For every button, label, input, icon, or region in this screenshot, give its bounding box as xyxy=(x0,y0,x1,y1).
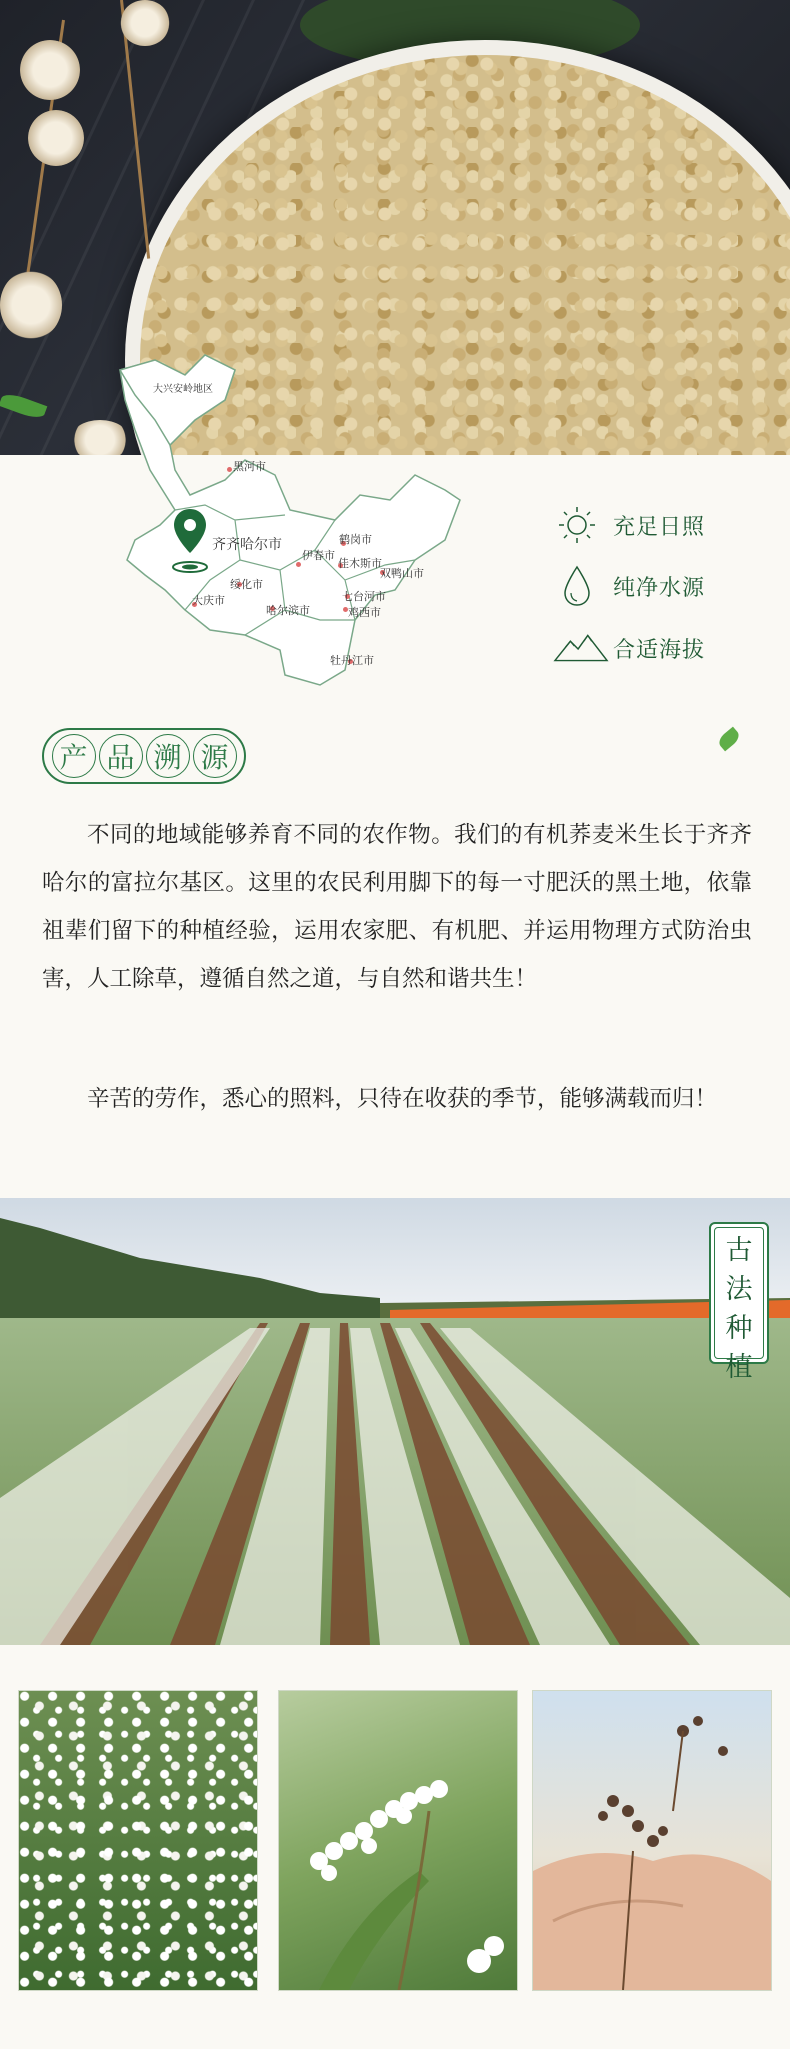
title-char: 源 xyxy=(193,734,237,778)
feature-label: 合适海拔 xyxy=(613,637,706,663)
badge-char: 法 xyxy=(725,1274,753,1305)
heilongjiang-map xyxy=(115,350,470,695)
map-pin-icon xyxy=(170,507,210,575)
title-char: 溯 xyxy=(146,734,190,778)
story-paragraph-1: 不同的地域能够养育不同的农作物。我们的有机荞麦米生长于齐齐哈尔的富拉尔基区。这里的农民利用脚下的每一寸肥沃的黑土地，依靠祖辈们留下的种植经验，运用农家肥、有机肥、并运用物理方式防治虫害，人工除草，遵循自然之道，与自然和谐共生！ xyxy=(42,822,752,992)
map-label-city: 黑河市 xyxy=(233,460,266,473)
sun-icon xyxy=(553,505,601,545)
feature-altitude xyxy=(553,628,705,668)
feature-label: 纯净水源 xyxy=(613,575,706,601)
map-label-city: 鹤岗市 xyxy=(339,533,372,546)
feature-label: 充足日照 xyxy=(613,514,706,540)
map-label-city: 哈尔滨市 xyxy=(266,604,310,617)
photo-buckwheat-seeds-in-hand xyxy=(532,1690,772,1991)
buckwheat-field-photo xyxy=(0,1198,790,1645)
photo-buckwheat-flower-closeup xyxy=(278,1690,518,1991)
badge-char: 植 xyxy=(725,1352,753,1383)
map-label-city: 绥化市 xyxy=(230,578,263,591)
badge-char: 古 xyxy=(725,1235,753,1266)
map-label-qiqihar: 齐齐哈尔市 xyxy=(212,537,282,553)
dried-flower xyxy=(0,270,62,340)
map-label-city: 七台河市 xyxy=(342,590,386,603)
map-label-city: 牡丹江市 xyxy=(330,654,374,667)
feature-water xyxy=(553,566,705,606)
mountain-icon xyxy=(553,628,609,668)
title-char: 品 xyxy=(99,734,143,778)
map-label-region: 大兴安岭地区 xyxy=(153,384,213,395)
dried-flower xyxy=(20,40,80,100)
badge-char: 种 xyxy=(725,1313,753,1344)
dried-flower xyxy=(28,110,84,166)
story-paragraph-2: 辛苦的劳作，悉心的照料，只待在收获的季节，能够满载而归！ xyxy=(87,1086,718,1112)
dried-flower xyxy=(120,0,170,46)
map-label-city: 鸡西市 xyxy=(348,606,381,619)
water-drop-icon xyxy=(553,566,601,606)
badge-ancient-farming xyxy=(709,1222,769,1383)
title-char: 产 xyxy=(52,734,96,778)
section-title-product-origin xyxy=(42,728,246,784)
map-label-city: 伊春市 xyxy=(302,549,335,562)
leaf-icon xyxy=(716,727,742,752)
map-label-city: 大庆市 xyxy=(192,594,225,607)
feature-sunshine xyxy=(553,505,705,545)
map-label-city: 佳木斯市 xyxy=(338,557,382,570)
photo-buckwheat-plants xyxy=(18,1690,258,1991)
map-label-city: 双鸭山市 xyxy=(380,567,424,580)
